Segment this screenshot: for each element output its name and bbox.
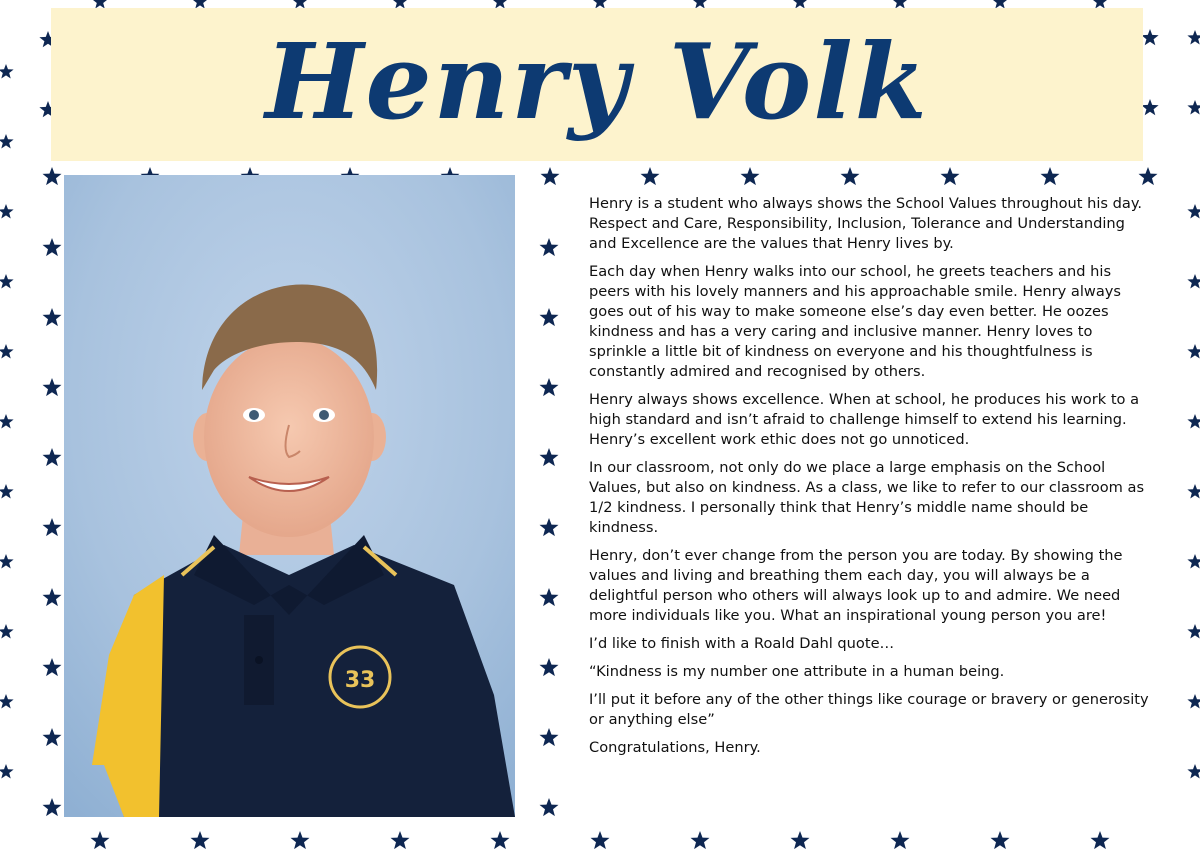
star-icon [43,378,62,396]
star-icon [741,167,760,185]
star-icon [941,167,960,185]
paragraph: I’d like to finish with a Roald Dahl quote… [589,635,895,652]
star-icon [1187,274,1200,289]
paragraph: Henry is a student who always shows the School Values throughout his day. Respect and Care, Responsibility, Inclusion, Tolerance and Understanding and Excellence are the values that Henry lives by. [589,195,1143,252]
school-shirt [104,545,515,817]
star-icon [0,484,14,499]
star-icon [0,624,14,639]
star-icon [0,694,14,709]
star-icon [1187,204,1200,219]
tribute-text [589,194,1149,766]
star-icon [1187,624,1200,639]
star-icon [540,518,559,536]
star-icon [591,831,610,849]
star-icon [540,588,559,606]
star-icon [540,238,559,256]
star-icon [540,728,559,746]
star-icon [491,831,510,849]
star-icon [43,238,62,256]
star-icon [43,167,62,185]
star-icon [841,167,860,185]
star-icon [1187,414,1200,429]
star-icon [1187,694,1200,709]
star-icon [691,831,710,849]
star-icon [991,831,1010,849]
star-icon [0,274,14,289]
star-icon [540,658,559,676]
star-icon [0,64,14,79]
star-icon [1187,100,1200,115]
star-icon [540,448,559,466]
star-icon [43,658,62,676]
star-icon [1141,99,1158,115]
star-icon [1139,167,1158,185]
star-icon [1187,764,1200,779]
student-name-title: Henry Volk [265,19,929,143]
star-icon [1091,831,1110,849]
star-icon [1187,554,1200,569]
right-pupil [319,410,329,420]
star-icon [43,518,62,536]
star-icon [1187,344,1200,359]
star-icon [1187,30,1200,45]
star-icon [0,764,14,779]
star-icon [540,308,559,326]
star-icon [0,134,14,149]
paragraph: Each day when Henry walks into our school, he greets teachers and his peers with his lovely manners and his approachable smile. Henry always goes out of his way to make someone else’s day even better. He oozes kindness and has a very caring and inclusive manner. Henry loves to sprinkle a little bit of kindness on everyone and his thoughtfulness is constantly admired and recognised by others. [589,263,1122,380]
paragraph: In our classroom, not only do we place a large emphasis on the School Values, but also on kindness. As a class, we like to refer to our classroom as 1/2 kindness. I personally think that Henry’s middle name should be kindness. [589,459,1145,536]
left-pupil [249,410,259,420]
badge-number: 33 [344,668,376,693]
star-icon [391,831,410,849]
star-icon [891,831,910,849]
star-icon [43,448,62,466]
title-banner [51,8,1143,161]
star-icon [91,831,110,849]
star-icon [0,414,14,429]
paragraph: Congratulations, Henry. [589,739,761,756]
star-icon [641,167,660,185]
star-icon [43,728,62,746]
star-icon [43,588,62,606]
star-icon [1041,167,1060,185]
star-icon [0,204,14,219]
paragraph: “Kindness is my number one attribute in a human being. [589,663,1005,680]
paragraph: Henry always shows excellence. When at school, he produces his work to a high standard and isn’t afraid to challenge himself to extend his learning. Henry’s excellent work ethic does not go unnoticed. [589,391,1140,448]
star-icon [791,831,810,849]
star-icon [191,831,210,849]
face [204,337,374,537]
star-icon [1141,29,1158,45]
star-icon [0,554,14,569]
paragraph: Henry, don’t ever change from the person you are today. By showing the values and living and breathing them each day, you will always be a delightful person who others will always look up to and admire. We need more individuals like you. What an inspirational young person you are! [589,547,1123,624]
shirt-button [255,656,263,664]
star-icon [540,798,559,816]
star-icon [540,378,559,396]
star-icon [43,308,62,326]
star-icon [1187,484,1200,499]
star-icon [541,167,560,185]
star-icon [291,831,310,849]
star-icon [43,798,62,816]
star-icon [0,344,14,359]
paragraph: I’ll put it before any of the other things like courage or bravery or generosity or anything else” [589,691,1149,728]
student-photo [64,175,515,817]
